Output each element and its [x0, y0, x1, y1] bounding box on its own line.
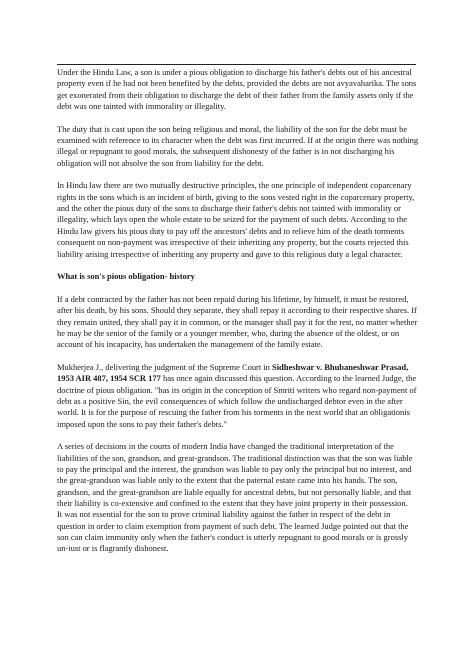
paragraph-1: Under the Hindu Law, a son is under a pious obligation to discharge his father's debts out of his ancestral property even if he had not been benefited by the debts, provided the debts are not avyavaharika. The sons get exonerated from their obligation to discharge the debt of their father from the family assets only if the debt was one tainted with immorality or illegality.	[57, 67, 417, 112]
paragraph-6: A series of decisions in the courts of modern India have changed the traditional interpretation of the liabilities of the son, grandson, and great-grandson. The traditional distinction was that the son was liable to pay the principal and the interest, the grandson was liable to pay only the principal but no interest, and the great-grandson was liable only to the extent that the paternal estate came into his hands. The son, grandson, and the great-grandson are liable equally for ancestral debts, but not personally liable, and that their liability is co-extensive and confined to the extent that they have joint property in their possession.	[57, 441, 413, 509]
paragraph-5-lead: Mukherjea J., delivering the judgment of the Supreme Court in	[57, 361, 272, 372]
document-body	[57, 67, 419, 555]
section-heading: What is son's pious obligation- history	[57, 271, 195, 282]
paragraph-4: If a debt contracted by the father has not been repaid during his lifetime, by himself, it must be restored, after his death, by his sons. Should they separate, they shall repay it according to their respective shares. If they remain united, they shall pay it in common, or the manager shall pay it for the rest, no matter whether he may be the senior of the family or a younger member, who, during the absence of the oldest, or on account of his incapacity, has undertaken the management of the family estate.	[57, 293, 418, 350]
paragraph-5	[57, 362, 419, 430]
top-rule	[57, 64, 416, 65]
paragraph-3: In Hindu law there are two mutually destructive principles, the one principle of independent coparcenary rights in the sons which is an incident of birth, giving to the sons vested right in the coparcenary property, and the other the pious duty of the sons to discharge their father's debts not tainted with immorality or illegality, which lays open the whole estate to be seized for the payment of such debts. According to the Hindu law givers his pious duty to pay off the ancestors' debts and to relieve him of the death torments consequent on non-payment was irrespective of their inheriting any property, but the courts rejected this liability arising irrespective of inheriting any property and gave to this religious duty a legal character.	[57, 180, 415, 259]
case-citation: Sidheshwar v. Bhubaneshwar Prasad, 1953 AIR 487, 1954 SCR 177	[57, 361, 409, 384]
paragraph-5-rest: has once again discussed this question. According to the learned Judge, the doctrine of pious obligation. "has its origin in the conception of Smriti writers who regard non-payment of debt as a positive Sin, the evil consequences of which follow the undischarged debtor even in the after world. It is for the purpose of rescuing the father from his torments in the next world that an obligationis imposed upon the sons to pay their father's debts."	[57, 373, 417, 429]
paragraph-2: The duty that is cast upon the son being religious and moral, the liability of the son for the debt must be examined with reference to its character when the debt was first incurred. If at the origin there was nothing illegal or repugnant to good morals, the subsequent dishonesty of the father is in not discharging his obligation will not absolve the son from liability for the debt.	[57, 123, 419, 168]
paragraph-7: It was not essential for the son to prove criminal liability against the father in respect of the debt in question in order to claim exemption from payment of such debt. The learned Judge pointed out that the son can claim immunity only when the father's conduct is utterly repugnant to good morals or is grossly un-iust or is flagrantly dishonest.	[57, 509, 409, 554]
